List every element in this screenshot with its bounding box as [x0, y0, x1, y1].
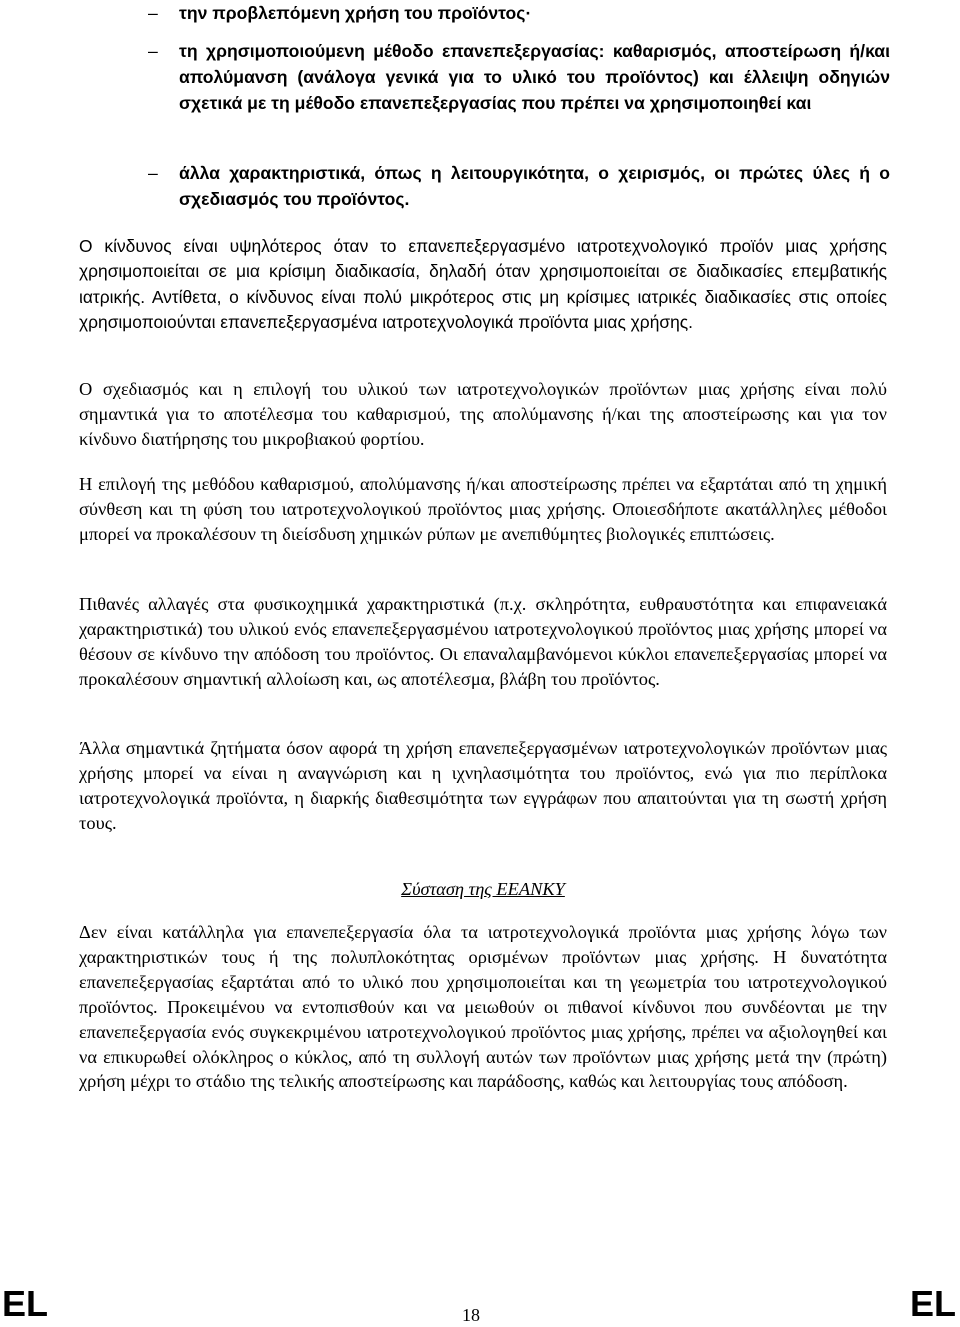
- paragraph-risk: Ο κίνδυνος είναι υψηλότερος όταν το επανεπεξεργασμένο ιατροτεχνολογικό προϊόν μιας χρήσης χρησιμοποιείται σε μια κρίσιμη διαδικασία, δηλαδή όταν χρησιμοποιείται σε διαδικασίες επεμβατικής ιατρικής. Αντίθετα, ο κίνδυνος είναι πολύ μικρότερος στις μη κρίσιμες ιατρικές διαδικασίες στις οποίες χρησιμοποιούνται επανεπεξεργασμένα ιατροτεχνολογικά προϊόντα μιας χρήσης.: [79, 236, 887, 333]
- bullet-text: άλλα χαρακτηριστικά, όπως η λειτουργικότητα, ο χειρισμός, οι πρώτες ύλες ή ο σχεδιασμός του προϊόντος.: [179, 163, 890, 209]
- section-heading: Σύσταση της ΕΕΑΝΚΥ: [401, 879, 565, 899]
- paragraph-physicochemical-changes: Πιθανές αλλαγές στα φυσικοχημικά χαρακτηριστικά (π.χ. σκληρότητα, ευθραυστότητα και επιφανειακά χαρακτηριστικά) του υλικού ενός επανεπεξεργασμένου ιατροτεχνολογικού προϊόντος μιας χρήσης μπορεί να θέσουν σε κίνδυνο την απόδοση του προϊόντος. Οι επαναλαμβανόμενοι κύκλοι επανεπεξεργασίας μπορεί να προκαλέσουν σημαντική αλλοίωση και, ως αποτέλεσμα, βλάβη του προϊόντος.: [79, 594, 887, 689]
- paragraph-method-selection: Η επιλογή της μεθόδου καθαρισμού, απολύμανσης ή/και αποστείρωσης πρέπει να εξαρτάται από τη χημική σύνθεση και τη φύση του ιατροτεχνολογικού προϊόντος μιας χρήσης. Οποιεσδήποτε ακατάλληλες μέθοδοι μπορεί να προκαλέσουν τη διείσδυση χημικών ρύπων με ανεπιθύμητες βιολογικές επιπτώσεις.: [79, 474, 887, 544]
- paragraph-design-material: Ο σχεδιασμός και η επιλογή του υλικού των ιατροτεχνολογικών προϊόντων μιας χρήσης είναι πολύ σημαντικά για το αποτέλεσμα του καθαρισμού, της απολύμανσης ή/και της αποστείρωσης και για τον κίνδυνο διατήρησης του μικροβιακού φορτίου.: [79, 379, 887, 449]
- paragraph-other-issues: Άλλα σημαντικά ζητήματα όσον αφορά τη χρήση επανεπεξεργασμένων ιατροτεχνολογικών προϊόντων μιας χρήσης μπορεί να είναι η αναγνώριση και η ιχνηλασιμότητα του προϊόντος, ενώ για πιο περίπλοκα ιατροτεχνολογικά προϊόντα, η διαρκής διαθεσιμότητα των εγγράφων που απαιτούνται για τη σωστή χρήση τους.: [79, 738, 887, 833]
- bullet-text: τη χρησιμοποιούμενη μέθοδο επανεπεξεργασίας: καθαρισμός, αποστείρωση ή/και απολύμανση (ανάλογα γενικά για το υλικό του προϊόντος) και έλλειψη οδηγιών σχετικά με τη μέθοδο επανεπεξεργασίας που πρέπει να χρησιμοποιηθεί και: [179, 41, 890, 113]
- footer-language-code-left: EL: [2, 1283, 49, 1324]
- footer-language-code-right: EL: [909, 1283, 956, 1324]
- bullet-item-reprocessing-method: [148, 38, 890, 116]
- paragraph-recommendation: Δεν είναι κατάλληλα για επανεπεξεργασία όλα τα ιατροτεχνολογικά προϊόντα μιας χρήσης λόγω των χαρακτηριστικών τους ή της πολυπλοκότητας ορισμένων προϊόντων μιας χρήσης. Η δυνατότητα επανεπεξεργασίας εξαρτάται από το υλικό που χρησιμοποιείται και τη γεωμετρία του ιατροτεχνολογικού προϊόντος. Προκειμένου να εντοπισθούν και να μειωθούν οι πιθανοί κίνδυνοι που συνδέονται με την επανεπεξεργασία ενός συγκεκριμένου ιατροτεχνολογικού προϊόντος μιας χρήσης, πρέπει να αξιολογηθεί και να επικυρωθεί ολόκληρος ο κύκλος, από τη συλλογή αυτών των προϊόντων μιας χρήσης μετά την (πρώτη) χρήση μέχρι το στάδιο της τελικής αποστείρωσης και παράδοσης, καθώς και λειτουργίας τους απόδοση.: [79, 922, 887, 1092]
- bullet-dash: –: [148, 41, 158, 61]
- bullet-text: την προβλεπόμενη χρήση του προϊόντος·: [179, 3, 532, 23]
- bullet-dash: –: [148, 163, 158, 183]
- page-number: 18: [462, 1305, 480, 1325]
- bullet-item-intended-use: [148, 0, 890, 26]
- bullet-dash: –: [148, 3, 158, 23]
- bullet-item-other-characteristics: [148, 160, 890, 212]
